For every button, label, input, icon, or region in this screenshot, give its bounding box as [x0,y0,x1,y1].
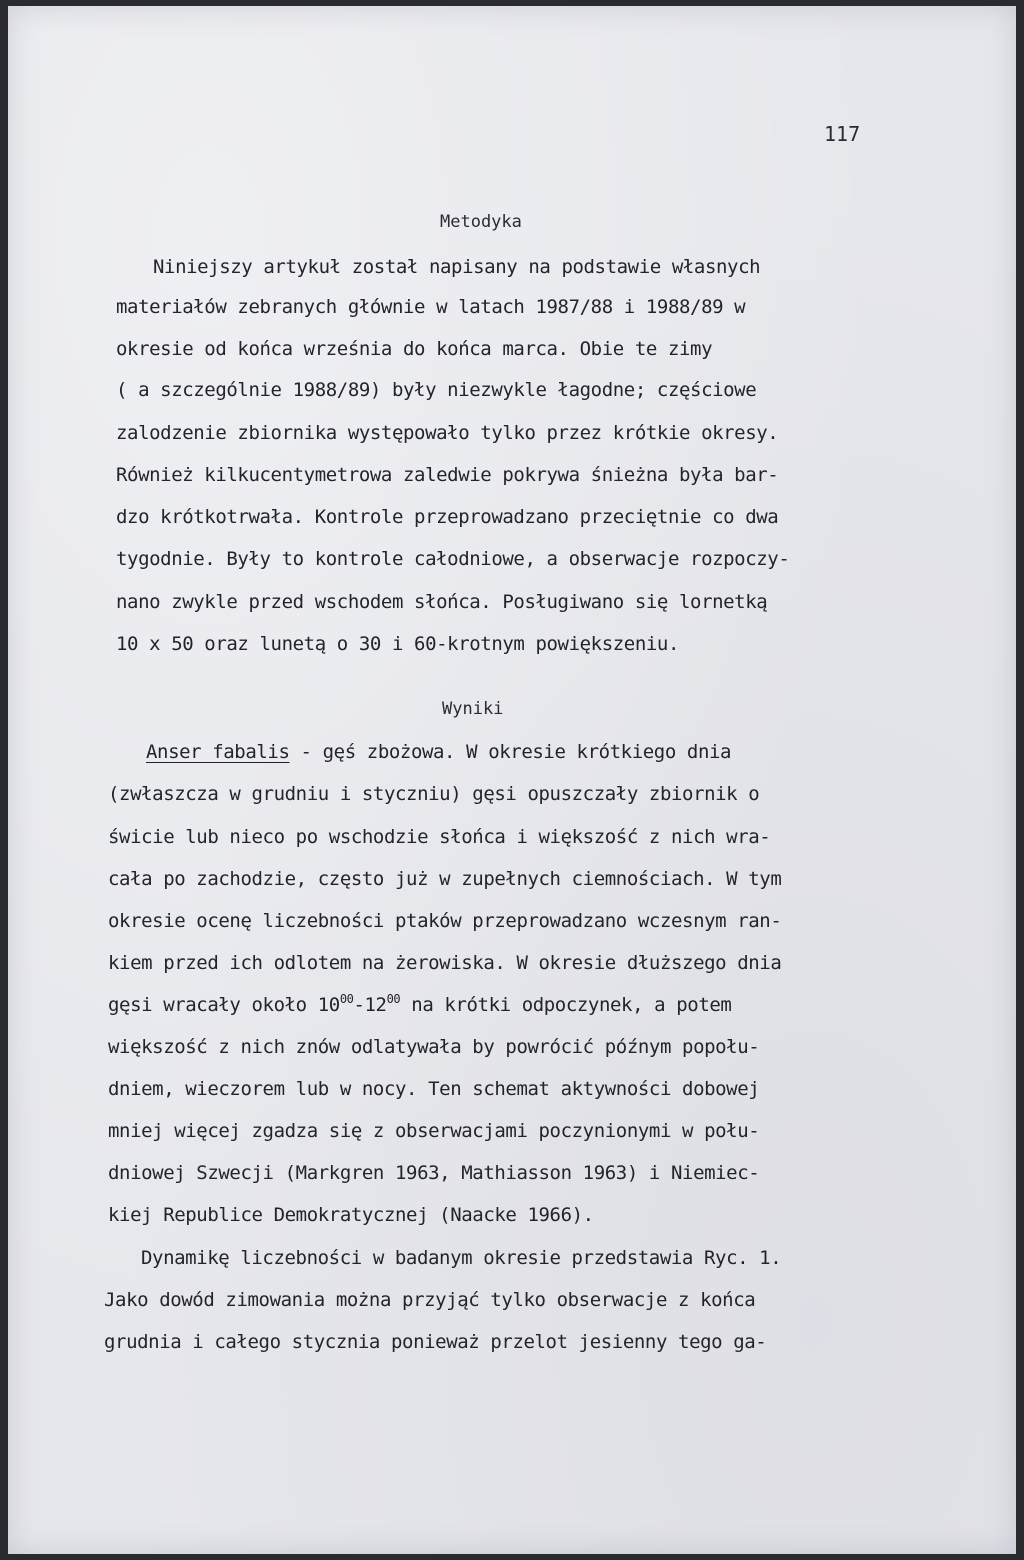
time-line [108,994,731,1016]
section-heading-wyniki: Wyniki [442,699,504,719]
text-line: okresie ocenę liczebności ptaków przeprowadzano wczesnym ran- [108,910,782,932]
text-line: dniem, wieczorem lub w nocy. Ten schemat aktywności dobowej [108,1078,760,1100]
text-line: dzo krótkotrwała. Kontrole przeprowadzano przeciętnie co dwa [116,506,779,528]
text-line: nano zwykle przed wschodem słońca. Posługiwano się lornetką [116,591,768,613]
text-line: kiem przed ich odlotem na żerowiska. W okresie dłuższego dnia [108,952,782,974]
time-line-start: gęsi wracały około 10 [108,994,340,1016]
text-line: kiej Republice Demokratycznej (Naacke 1966). [108,1204,594,1226]
page-number: 117 [824,122,861,146]
text-line: 10 x 50 oraz lunetą o 30 i 60-krotnym powiększeniu. [116,633,679,655]
species-line [146,741,731,763]
text-line: Niniejszy artykuł został napisany na podstawie własnych [153,256,761,278]
text-line: grudnia i całego stycznia ponieważ przelot jesienny tego ga- [104,1331,767,1353]
species-name: Anser fabalis [146,741,290,763]
text-line: materiałów zebranych głównie w latach 1987/88 i 1988/89 w [116,296,746,318]
scanned-page [8,6,1016,1554]
section-heading-metodyka: Metodyka [440,212,522,232]
superscript-minutes: 00 [386,992,401,1006]
text-line: świcie lub nieco po wschodzie słońca i większość z nich wra- [108,826,771,848]
text-line: większość z nich znów odlatywała by powrócić późnym popołu- [108,1036,760,1058]
text-line: mniej więcej zgadza się z obserwacjami poczynionymi w połu- [108,1120,760,1142]
time-line-end: na krótki odpoczynek, a potem [400,994,732,1016]
text-line: okresie od końca września do końca marca. Obie te zimy [116,338,713,360]
text-line: cała po zachodzie, często już w zupełnych ciemnościach. W tym [108,868,782,890]
text-line: zalodzenie zbiornika występowało tylko przez krótkie okresy. [116,422,779,444]
time-line-middle: -12 [353,994,387,1016]
text-line: ( a szczególnie 1988/89) były niezwykle łagodne; częściowe [116,379,757,401]
text-line: dniowej Szwecji (Markgren 1963, Mathiasson 1963) i Niemiec- [108,1162,760,1184]
species-description: - gęś zbożowa. W okresie krótkiego dnia [289,741,732,763]
superscript-minutes: 00 [339,992,354,1006]
text-line: tygodnie. Były to kontrole całodniowe, a obserwacje rozpoczy- [116,548,790,570]
text-line: (zwłaszcza w grudniu i styczniu) gęsi opuszczały zbiornik o [108,783,760,805]
text-line: Jako dowód zimowania można przyjąć tylko obserwacje z końca [104,1289,756,1311]
text-line: Również kilkucentymetrowa zaledwie pokrywa śnieżna była bar- [116,464,779,486]
text-line: Dynamikę liczebności w badanym okresie przedstawia Ryc. 1. [141,1247,782,1269]
